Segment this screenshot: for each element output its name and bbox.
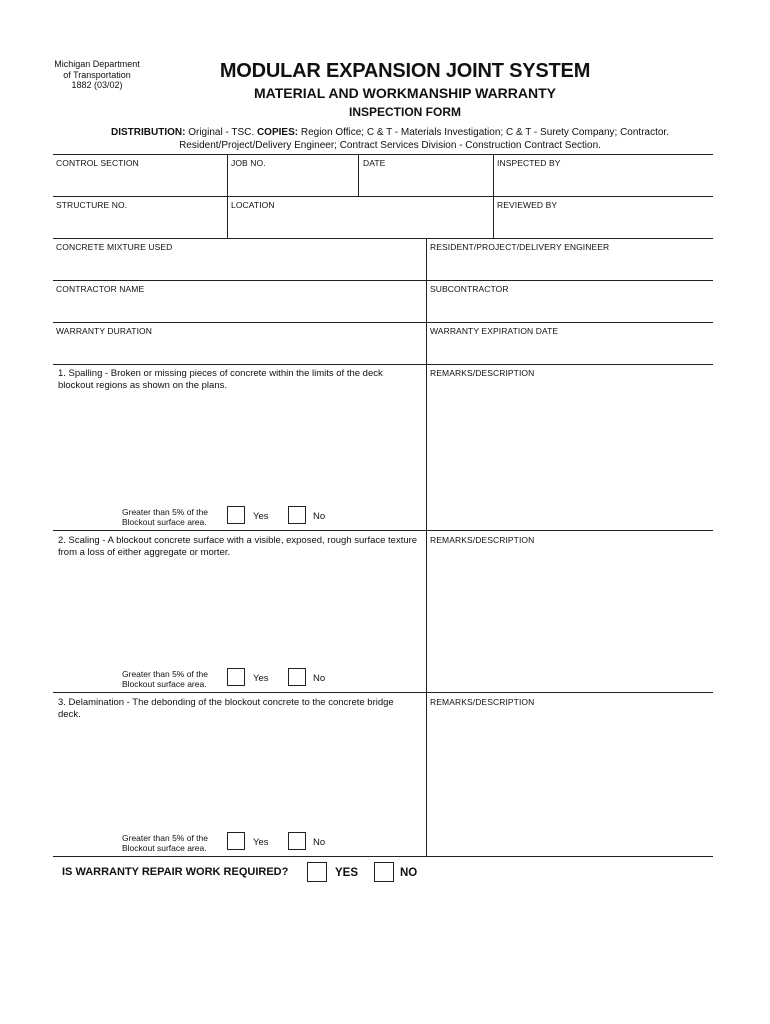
item-1-yes-label: Yes — [253, 511, 269, 522]
rule — [53, 196, 713, 197]
item-3-threshold — [122, 833, 222, 853]
item-3-yes-checkbox[interactable] — [227, 832, 245, 850]
warranty-expiration-field[interactable]: WARRANTY EXPIRATION DATE — [430, 326, 559, 336]
form-name: INSPECTION FORM — [348, 105, 461, 119]
distribution-text: Original - TSC. — [185, 127, 257, 138]
form-subtitle: MATERIAL AND WORKMANSHIP WARRANTY — [253, 85, 557, 101]
item-2-no-checkbox[interactable] — [288, 668, 306, 686]
agency-name — [42, 59, 152, 91]
item-spalling-description: 1. Spalling - Broken or missing pieces of concrete within the limits of the deck blockout regions as shown on the plans. — [58, 368, 383, 391]
form-number: 1882 (03/02) — [71, 80, 123, 90]
contractor-name-field[interactable]: CONTRACTOR NAME — [56, 284, 145, 294]
structure-no-field[interactable]: STRUCTURE NO. — [56, 200, 128, 210]
rule — [227, 154, 228, 238]
job-no-field[interactable]: JOB NO. — [231, 158, 266, 168]
location-field[interactable]: LOCATION — [231, 200, 275, 210]
control-section-field[interactable]: CONTROL SECTION — [56, 158, 139, 168]
repair-no-label: NO — [400, 867, 418, 879]
item-3-yes-label: Yes — [253, 837, 269, 848]
item-1-yes-checkbox[interactable] — [227, 506, 245, 524]
warranty-duration-field[interactable]: WARRANTY DURATION — [56, 326, 152, 336]
concrete-mixture-field[interactable]: CONCRETE MIXTURE USED — [56, 242, 173, 252]
copies-label: COPIES: — [256, 127, 299, 138]
item-scaling-description: 2. Scaling - A blockout concrete surface with a visible, exposed, rough surface texture from a loss of either aggregate or morter. — [58, 535, 418, 558]
copies-text: Region Office; C & T - Materials Investigation; C & T - Surety Company; Contractor. — [298, 127, 669, 138]
rule — [53, 692, 713, 693]
threshold-line-2: Blockout surface area. — [122, 517, 207, 527]
rule — [53, 238, 713, 239]
rule — [53, 280, 713, 281]
rule — [53, 364, 713, 365]
threshold-line-1: Greater than 5% of the — [122, 669, 208, 679]
agency-line-1: Michigan Department — [54, 59, 140, 69]
distribution-line-2: Resident/Project/Delivery Engineer; Contract Services Division - Construction Contract Section. — [179, 140, 601, 151]
threshold-line-2: Blockout surface area. — [122, 679, 207, 689]
rule — [53, 530, 713, 531]
rule — [53, 154, 713, 155]
item-2-yes-label: Yes — [253, 673, 269, 684]
subcontractor-field[interactable]: SUBCONTRACTOR — [430, 284, 509, 294]
rule — [426, 238, 427, 856]
threshold-line-1: Greater than 5% of the — [122, 833, 208, 843]
item-3-no-label: No — [313, 837, 326, 848]
repair-no-checkbox[interactable] — [374, 862, 394, 882]
item-1-threshold — [122, 507, 222, 527]
distribution-note — [60, 126, 720, 152]
item-1-remarks-field[interactable]: REMARKS/DESCRIPTION — [430, 368, 535, 378]
threshold-line-1: Greater than 5% of the — [122, 507, 208, 517]
item-3-remarks-field[interactable]: REMARKS/DESCRIPTION — [430, 697, 535, 707]
form-title: MODULAR EXPANSION JOINT SYSTEM — [219, 60, 591, 82]
item-1-no-label: No — [313, 511, 326, 522]
item-2-threshold — [122, 669, 222, 689]
rule — [493, 154, 494, 238]
repair-yes-label: YES — [335, 867, 359, 879]
date-field[interactable]: DATE — [363, 158, 386, 168]
item-2-remarks-field[interactable]: REMARKS/DESCRIPTION — [430, 535, 535, 545]
item-2-yes-checkbox[interactable] — [227, 668, 245, 686]
reviewed-by-field[interactable]: REVIEWED BY — [497, 200, 558, 210]
item-delamination-description: 3. Delamination - The debonding of the blockout concrete to the concrete bridge deck. — [58, 697, 394, 720]
repair-required-question: IS WARRANTY REPAIR WORK REQUIRED? — [62, 866, 289, 878]
rule — [53, 322, 713, 323]
rule — [358, 154, 359, 196]
inspected-by-field[interactable]: INSPECTED BY — [497, 158, 561, 168]
item-3-no-checkbox[interactable] — [288, 832, 306, 850]
repair-yes-checkbox[interactable] — [307, 862, 327, 882]
threshold-line-2: Blockout surface area. — [122, 843, 207, 853]
item-2-no-label: No — [313, 673, 326, 684]
item-1-no-checkbox[interactable] — [288, 506, 306, 524]
resident-engineer-field[interactable]: RESIDENT/PROJECT/DELIVERY ENGINEER — [430, 242, 610, 252]
agency-line-2: of Transportation — [63, 69, 131, 80]
distribution-label: DISTRIBUTION: — [111, 127, 186, 138]
rule — [53, 856, 713, 857]
